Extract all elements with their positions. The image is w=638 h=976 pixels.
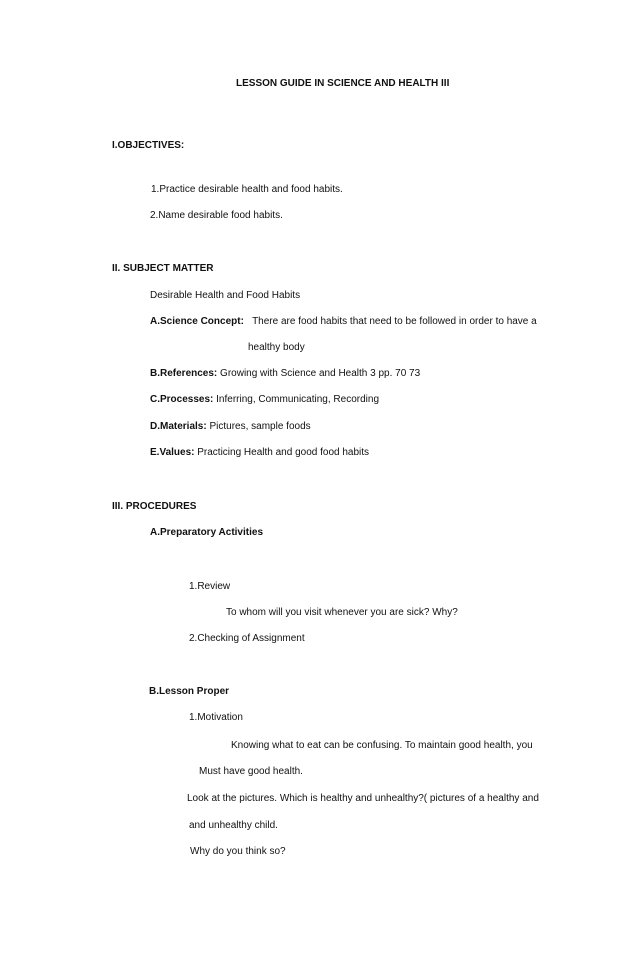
motivation-text-line: Look at the pictures. Which is healthy and unhealthy?( pictures of a healthy and xyxy=(187,793,539,804)
motivation-text-line: and unhealthy child. xyxy=(189,820,278,831)
values-row xyxy=(150,447,369,459)
subject-matter-heading: II. SUBJECT MATTER xyxy=(112,263,214,274)
motivation-text-line: Must have good health. xyxy=(199,766,303,777)
processes-row xyxy=(150,394,379,406)
materials-label: D.Materials: xyxy=(150,421,207,432)
values-text: Practicing Health and good food habits xyxy=(197,447,370,458)
values-label: E.Values: xyxy=(150,447,195,458)
review-label: 1.Review xyxy=(189,581,231,592)
materials-row xyxy=(150,421,311,433)
motivation-text-line: Why do you think so? xyxy=(190,846,286,857)
subject-topic: Desirable Health and Food Habits xyxy=(150,290,301,301)
document-title: LESSON GUIDE IN SCIENCE AND HEALTH III xyxy=(236,78,450,89)
lesson-proper-heading: B.Lesson Proper xyxy=(149,686,230,697)
procedures-heading: III. PROCEDURES xyxy=(112,501,197,512)
science-concept-row xyxy=(150,316,537,328)
preparatory-activities-heading: A.Preparatory Activities xyxy=(150,527,264,538)
objective-item: 1.Practice desirable health and food habits. xyxy=(151,184,343,195)
objectives-heading: I.OBJECTIVES: xyxy=(112,140,185,151)
processes-text: Inferring, Communicating, Recording xyxy=(216,394,380,405)
science-concept-label: A.Science Concept: xyxy=(150,316,244,327)
science-concept-text: There are food habits that need to be followed in order to have a xyxy=(252,316,537,327)
references-text: Growing with Science and Health 3 pp. 70 73 xyxy=(220,368,421,379)
processes-label: C.Processes: xyxy=(150,394,214,405)
motivation-text-line: Knowing what to eat can be confusing. To maintain good health, you xyxy=(231,740,533,751)
references-label: B.References: xyxy=(150,368,218,379)
checking-assignment-label: 2.Checking of Assignment xyxy=(189,633,305,644)
science-concept-continuation: healthy body xyxy=(248,342,305,353)
objective-item: 2.Name desirable food habits. xyxy=(150,210,283,221)
motivation-label: 1.Motivation xyxy=(189,712,243,723)
references-row xyxy=(150,368,420,380)
materials-text: Pictures, sample foods xyxy=(209,421,311,432)
review-question: To whom will you visit whenever you are sick? Why? xyxy=(226,607,458,618)
